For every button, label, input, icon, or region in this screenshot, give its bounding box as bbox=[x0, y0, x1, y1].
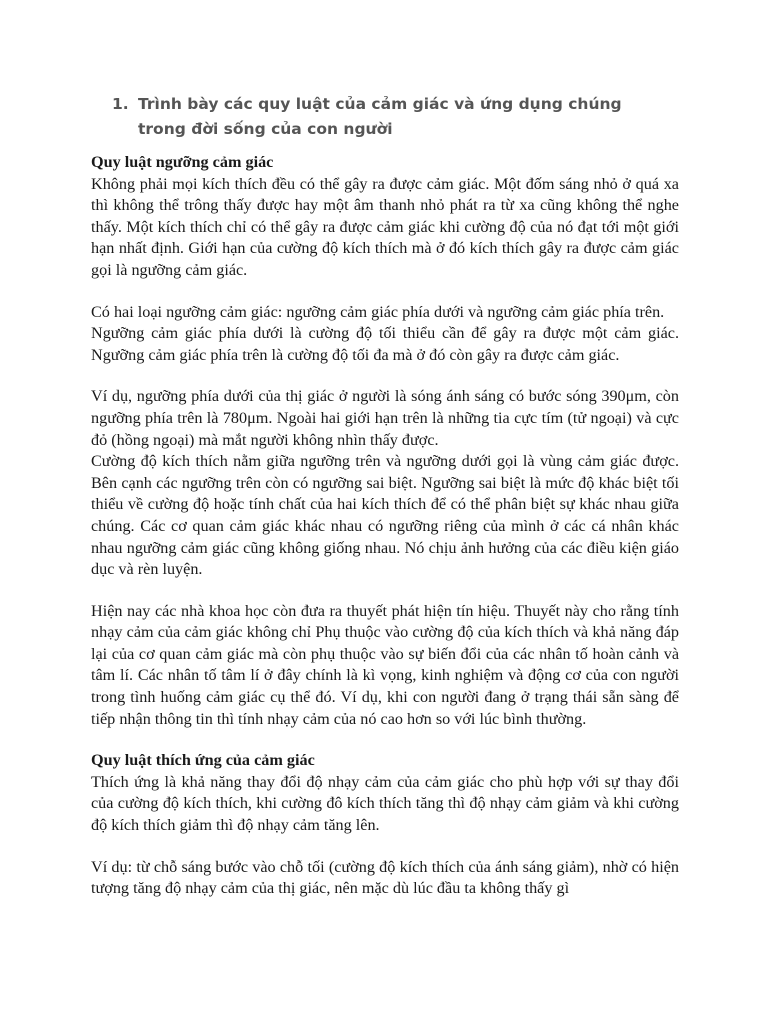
paragraph: Không phải mọi kích thích đều có thể gây ra được cảm giác. Một đốm sáng nhỏ ở quá xa thì không thể trông thấy được hay một âm thanh nhỏ phát ra từ xa cũng không thể nghe thấy. Một kích thích chỉ có thể gây ra được cảm giác khi cường độ của nó đạt tới một giới hạn nhất định. Giới hạn của cường độ kích thích mà ở đó kích thích gây ra được cảm giác gọi là ngưỡng cảm giác. bbox=[91, 174, 679, 279]
document-body bbox=[91, 152, 679, 900]
paragraph: Ngưỡng cảm giác phía dưới là cường độ tối thiểu cần để gây ra được một cảm giác. Ngưỡng cảm giác phía trên là cường độ tối đa mà ở đó còn gây ra được cảm giác. bbox=[91, 324, 679, 364]
paragraph: Cường độ kích thích nằm giữa ngưỡng trên và ngưỡng dưới gọi là vùng cảm giác được. Bên cạnh các ngưỡng trên còn có ngưỡng sai biệt. Ngưỡng sai biệt là mức độ khác biệt tối thiểu về cường độ hoặc tính chất của hai kích thích để có thể phân biệt sự khác nhau giữa chúng. Các cơ quan cảm giác khác nhau có ngưỡng riêng của mình ở các cá nhân khác nhau ngưỡng cảm giác cũng không giống nhau. Nó chịu ảnh hưởng của các điều kiện giáo dục và rèn luyện. bbox=[91, 452, 679, 579]
question-title: Trình bày các quy luật của cảm giác và ứng dụng chúng trong đời sống của con người bbox=[138, 95, 622, 138]
paragraph: Ví dụ, ngưỡng phía dưới của thị giác ở người là sóng ánh sáng có bước sóng 390μm, còn ngưỡng phía trên là 780μm. Ngoài hai giới hạn trên là những tia cực tím (tử ngoại) và cực đỏ (hồng ngoại) mà mắt người không nhìn thấy được. bbox=[91, 387, 679, 449]
paragraph: Thích ứng là khả năng thay đổi độ nhạy cảm của cảm giác cho phù hợp với sự thay đổi của cường độ kích thích, khi cường đô kích thích tăng thì độ nhạy cảm giảm và khi cường độ kích thích giảm thì độ nhạy cảm tăng lên. bbox=[91, 772, 679, 835]
section-heading-adaptation: Quy luật thích ứng của cảm giác bbox=[91, 751, 315, 770]
paragraph: Ví dụ: từ chỗ sáng bước vào chỗ tối (cường độ kích thích của ánh sáng giảm), nhờ có hiện tượng tăng độ nhạy cảm của thị giác, nên mặc dù lúc đầu ta không thấy gì bbox=[91, 857, 679, 898]
section-heading-threshold: Quy luật ngưỡng cảm giác bbox=[91, 153, 274, 171]
paragraph: Có hai loại ngưỡng cảm giác: ngưỡng cảm giác phía dưới và ngưỡng cảm giác phía trên. bbox=[91, 302, 665, 321]
question-number: 1. bbox=[112, 95, 129, 113]
paragraph: Hiện nay các nhà khoa học còn đưa ra thuyết phát hiện tín hiệu. Thuyết này cho rằng tính nhạy cảm của cảm giác không chỉ Phụ thuộc vào cường độ của kích thích và khả năng đáp lại của cơ quan cảm giác mà còn phụ thuộc vào sự biến đổi của các nhân tố hoàn cảnh và tâm lí. Các nhân tố tâm lí ở đây chính là kì vọng, kinh nghiệm và động cơ của con người trong tình huống cảm giác cụ thể đó. Ví dụ, khi con người đang ở trạng thái sẵn sàng để tiếp nhận thông tin thì tính nhạy cảm của nó cao hơn so với lúc bình thường. bbox=[91, 601, 679, 728]
numbered-question-heading bbox=[112, 92, 672, 142]
